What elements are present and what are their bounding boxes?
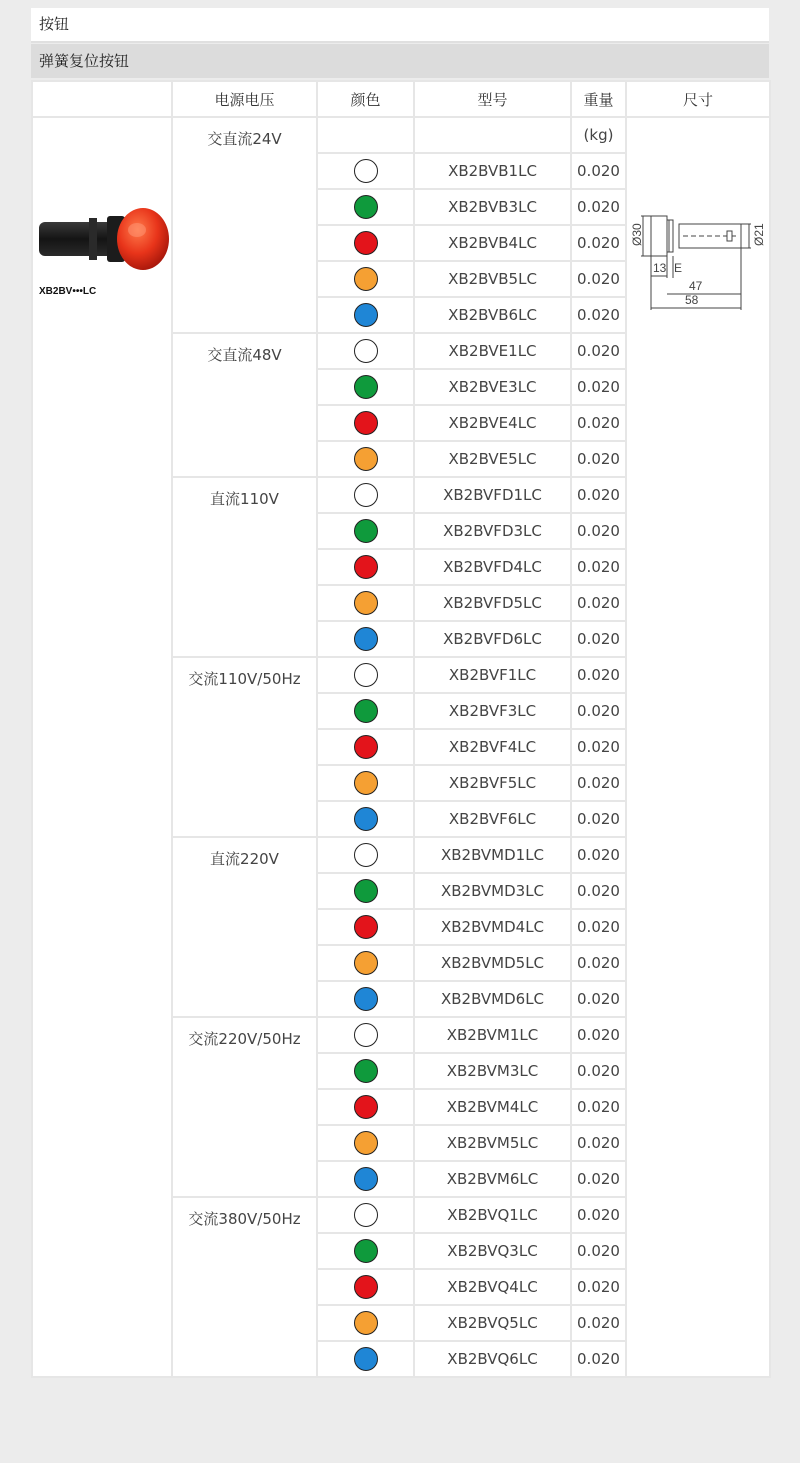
weight-cell: 0.020 (571, 1089, 626, 1125)
weight-cell: 0.020 (571, 369, 626, 405)
model-cell: XB2BVFD6LC (414, 621, 571, 657)
dim-13: 13 (653, 261, 667, 275)
header-voltage: 电源电压 (172, 81, 317, 117)
dim-d21: Ø21 (752, 223, 766, 246)
model-cell: XB2BVMD6LC (414, 981, 571, 1017)
color-cell (317, 693, 414, 729)
blue-indicator-icon (354, 627, 378, 651)
weight-cell: 0.020 (571, 1197, 626, 1233)
weight-cell: 0.020 (571, 1053, 626, 1089)
color-cell (317, 621, 414, 657)
spec-sheet (31, 8, 769, 1378)
dim-47: 47 (689, 279, 703, 293)
weight-cell: 0.020 (571, 513, 626, 549)
color-cell (317, 297, 414, 333)
weight-cell: 0.020 (571, 1305, 626, 1341)
section-title: 弹簧复位按钮 (31, 44, 769, 78)
blue-indicator-icon (354, 303, 378, 327)
weight-cell: 0.020 (571, 1161, 626, 1197)
blue-indicator-icon (354, 1347, 378, 1371)
model-cell: XB2BVFD4LC (414, 549, 571, 585)
voltage-group-label: 交直流48V (172, 333, 317, 477)
model-cell: XB2BVFD3LC (414, 513, 571, 549)
green-indicator-icon (354, 1239, 378, 1263)
blue-indicator-icon (354, 987, 378, 1011)
model-cell: XB2BVB5LC (414, 261, 571, 297)
white-indicator-icon (354, 843, 378, 867)
red-indicator-icon (354, 1275, 378, 1299)
model-cell: XB2BVE1LC (414, 333, 571, 369)
weight-cell: 0.020 (571, 729, 626, 765)
color-cell (317, 1053, 414, 1089)
green-indicator-icon (354, 879, 378, 903)
weight-cell: 0.020 (571, 1017, 626, 1053)
model-cell: XB2BVQ3LC (414, 1233, 571, 1269)
white-indicator-icon (354, 159, 378, 183)
table-header-row (32, 81, 770, 117)
dimension-drawing (629, 206, 769, 316)
header-weight: 重量 (571, 81, 626, 117)
model-cell: XB2BVF5LC (414, 765, 571, 801)
spec-table (31, 80, 771, 1378)
model-cell: XB2BVM1LC (414, 1017, 571, 1053)
weight-cell: 0.020 (571, 873, 626, 909)
model-cell: XB2BVE5LC (414, 441, 571, 477)
model-cell: XB2BVE4LC (414, 405, 571, 441)
model-cell: XB2BVB3LC (414, 189, 571, 225)
weight-cell: 0.020 (571, 837, 626, 873)
weight-cell: 0.020 (571, 621, 626, 657)
color-cell (317, 477, 414, 513)
weight-cell: 0.020 (571, 333, 626, 369)
white-indicator-icon (354, 1203, 378, 1227)
color-cell (317, 549, 414, 585)
weight-cell: 0.020 (571, 297, 626, 333)
weight-cell: 0.020 (571, 405, 626, 441)
weight-cell: 0.020 (571, 909, 626, 945)
red-indicator-icon (354, 231, 378, 255)
dimension-cell (626, 117, 770, 1377)
model-cell: XB2BVM6LC (414, 1161, 571, 1197)
unit-blank-model (414, 117, 571, 153)
model-cell: XB2BVM3LC (414, 1053, 571, 1089)
weight-cell: 0.020 (571, 441, 626, 477)
weight-cell: 0.020 (571, 945, 626, 981)
weight-cell: 0.020 (571, 477, 626, 513)
header-model: 型号 (414, 81, 571, 117)
green-indicator-icon (354, 195, 378, 219)
color-cell (317, 441, 414, 477)
color-cell (317, 225, 414, 261)
green-indicator-icon (354, 699, 378, 723)
model-cell: XB2BVB1LC (414, 153, 571, 189)
color-cell (317, 585, 414, 621)
product-cell (32, 117, 172, 1377)
header-blank (32, 81, 172, 117)
color-cell (317, 657, 414, 693)
white-indicator-icon (354, 1023, 378, 1047)
white-indicator-icon (354, 663, 378, 687)
weight-cell: 0.020 (571, 153, 626, 189)
color-cell (317, 981, 414, 1017)
color-cell (317, 1269, 414, 1305)
weight-cell: 0.020 (571, 549, 626, 585)
color-cell (317, 333, 414, 369)
model-cell: XB2BVF4LC (414, 729, 571, 765)
weight-cell: 0.020 (571, 1125, 626, 1161)
voltage-group-label: 直流110V (172, 477, 317, 657)
color-cell (317, 1341, 414, 1377)
blue-indicator-icon (354, 807, 378, 831)
color-cell (317, 1125, 414, 1161)
model-cell: XB2BVQ6LC (414, 1341, 571, 1377)
table-body (32, 117, 770, 1377)
weight-cell: 0.020 (571, 1233, 626, 1269)
white-indicator-icon (354, 339, 378, 363)
header-color: 颜色 (317, 81, 414, 117)
color-cell (317, 261, 414, 297)
color-cell (317, 873, 414, 909)
voltage-group-label: 交流110V/50Hz (172, 657, 317, 837)
voltage-group-label: 交流380V/50Hz (172, 1197, 317, 1377)
color-cell (317, 1089, 414, 1125)
color-cell (317, 945, 414, 981)
weight-unit: (kg) (571, 117, 626, 153)
voltage-group-label: 交直流24V (172, 117, 317, 333)
color-cell (317, 513, 414, 549)
model-cell: XB2BVQ4LC (414, 1269, 571, 1305)
color-cell (317, 1233, 414, 1269)
model-cell: XB2BVF6LC (414, 801, 571, 837)
model-cell: XB2BVQ5LC (414, 1305, 571, 1341)
voltage-group-label: 交流220V/50Hz (172, 1017, 317, 1197)
orange-indicator-icon (354, 1311, 378, 1335)
blue-indicator-icon (354, 1167, 378, 1191)
weight-cell: 0.020 (571, 189, 626, 225)
model-cell: XB2BVM4LC (414, 1089, 571, 1125)
model-cell: XB2BVMD4LC (414, 909, 571, 945)
red-indicator-icon (354, 915, 378, 939)
model-cell: XB2BVB6LC (414, 297, 571, 333)
header-size: 尺寸 (626, 81, 770, 117)
color-cell (317, 1017, 414, 1053)
model-cell: XB2BVF3LC (414, 693, 571, 729)
weight-cell: 0.020 (571, 1341, 626, 1377)
weight-cell: 0.020 (571, 261, 626, 297)
red-indicator-icon (354, 1095, 378, 1119)
unit-blank-color (317, 117, 414, 153)
model-cell: XB2BVMD5LC (414, 945, 571, 981)
product-code: XB2BV•••LC (39, 286, 97, 297)
weight-cell: 0.020 (571, 225, 626, 261)
green-indicator-icon (354, 375, 378, 399)
color-cell (317, 837, 414, 873)
model-cell: XB2BVQ1LC (414, 1197, 571, 1233)
color-cell (317, 765, 414, 801)
orange-indicator-icon (354, 771, 378, 795)
red-indicator-icon (354, 735, 378, 759)
color-cell (317, 153, 414, 189)
dim-e: E (674, 261, 683, 275)
model-cell: XB2BVM5LC (414, 1125, 571, 1161)
weight-cell: 0.020 (571, 657, 626, 693)
weight-cell: 0.020 (571, 693, 626, 729)
orange-indicator-icon (354, 447, 378, 471)
orange-indicator-icon (354, 267, 378, 291)
dim-d30: Ø30 (630, 223, 644, 246)
orange-indicator-icon (354, 951, 378, 975)
red-indicator-icon (354, 555, 378, 579)
model-cell: XB2BVB4LC (414, 225, 571, 261)
color-cell (317, 909, 414, 945)
weight-cell: 0.020 (571, 801, 626, 837)
model-cell: XB2BVFD1LC (414, 477, 571, 513)
color-cell (317, 729, 414, 765)
red-pilot-light-image (37, 202, 171, 278)
dim-58: 58 (685, 293, 699, 307)
color-cell (317, 801, 414, 837)
model-cell: XB2BVMD3LC (414, 873, 571, 909)
white-indicator-icon (354, 483, 378, 507)
model-cell: XB2BVF1LC (414, 657, 571, 693)
weight-cell: 0.020 (571, 1269, 626, 1305)
page-title: 按钮 (31, 8, 769, 43)
weight-cell: 0.020 (571, 585, 626, 621)
green-indicator-icon (354, 1059, 378, 1083)
color-cell (317, 405, 414, 441)
model-cell: XB2BVMD1LC (414, 837, 571, 873)
voltage-group-label: 直流220V (172, 837, 317, 1017)
weight-cell: 0.020 (571, 981, 626, 1017)
orange-indicator-icon (354, 1131, 378, 1155)
model-cell: XB2BVE3LC (414, 369, 571, 405)
color-cell (317, 369, 414, 405)
red-indicator-icon (354, 411, 378, 435)
color-cell (317, 1305, 414, 1341)
unit-row (32, 117, 770, 153)
color-cell (317, 189, 414, 225)
weight-cell: 0.020 (571, 765, 626, 801)
orange-indicator-icon (354, 591, 378, 615)
color-cell (317, 1161, 414, 1197)
green-indicator-icon (354, 519, 378, 543)
color-cell (317, 1197, 414, 1233)
model-cell: XB2BVFD5LC (414, 585, 571, 621)
